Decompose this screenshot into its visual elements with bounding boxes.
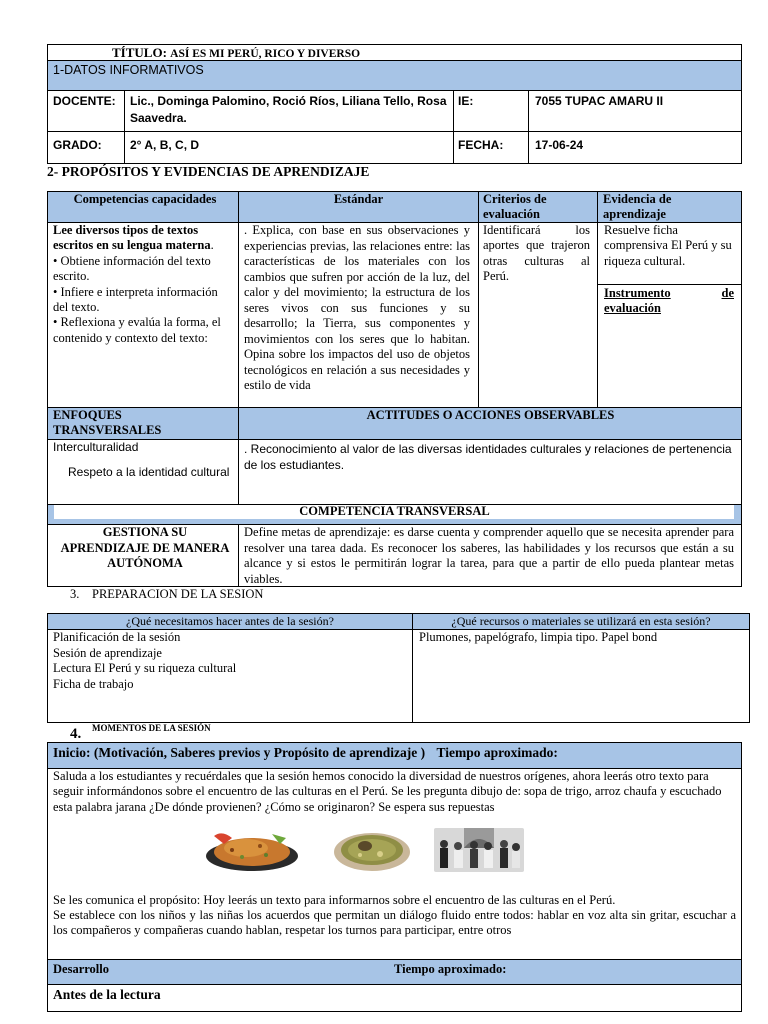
title-text: ASÍ ES MI PERÚ, RICO Y DIVERSO (170, 48, 361, 60)
sopa-de-trigo-image (332, 828, 412, 872)
enfoque-name: Interculturalidad (53, 440, 139, 454)
col-estandar: Estándar (333, 192, 384, 206)
col-criterios: Criterios de evaluación (483, 192, 547, 221)
evidencia-cell: Resuelve ficha comprensiva El Perú y su riqueza cultural. (604, 223, 732, 268)
competencia-name: Lee diversos tipos de textos escritos en su lengua materna (53, 223, 211, 253)
list-item: Sesión de aprendizaje (53, 645, 162, 660)
datos-heading: 1-DATOS INFORMATIVOS (48, 61, 741, 90)
docente-label: DOCENTE: (53, 94, 116, 108)
instrumento-evaluacion: Instrumento de evaluación (604, 286, 734, 316)
inicio-title: Inicio: (Motivación, Saberes previos y Propósito de aprendizaje ) (53, 745, 426, 760)
momentos-heading: MOMENTOS DE LA SESIÓN (92, 723, 211, 733)
acuerdos-text: Se establece con los niños y las niñas los acuerdos que permitan un diálogo fluido entre todos: hablar en voz alta sin gritar, escuchar a los compañeros y compañeras cuando hablan, respetar los turnos para participar, entre otros (53, 908, 736, 938)
list-item: Planificación de la sesión (53, 630, 181, 644)
preparacion-heading: PREPARACION DE LA SESION (92, 587, 264, 601)
jarana-image (434, 828, 524, 872)
arroz-chaufa-image (202, 828, 300, 872)
preparacion-list (53, 630, 236, 692)
preparacion-q2: ¿Qué recursos o materiales se utilizará en esta sesión? (451, 614, 711, 628)
transversal-description: Define metas de aprendizaje: es darse cuenta y comprender aquello que se necesita aprender para resolver una tarea dada. Es reconocer los saberes, las habilidades y los recursos que están a su alcance y si estos le permitirán lograr la tarea, para que a partir de ello pueda plantear metas viables. (244, 525, 734, 586)
inicio-heading (53, 745, 558, 762)
title-label: TÍTULO: (112, 45, 167, 60)
desarrollo-label: Desarrollo (53, 962, 110, 976)
capacidad-1: • Obtiene información del texto escrito. (53, 253, 211, 284)
estandar-cell: . Explica, con base en sus observaciones y experiencias previas, las relaciones entre: las características de los materiales con los cambios que sufren por acción de la luz, del calor y del movimiento; la estructura de los seres vivos con sus funciones y su desarrollo; la Tierra, sus componentes y movimientos con los seres que lo habitan. Opina sobre los impactos del uso de objetos tecnológicos en relación a sus necesidades y estilo de vida (244, 223, 470, 392)
criterio-cell: Identificará los aportes que trajeron otras culturas al Perú. (483, 223, 590, 284)
list-item: Ficha de trabajo (53, 676, 134, 691)
momentos-number: 4. (70, 726, 82, 742)
preparacion-materiales: Plumones, papelógrafo, limpia tipo. Papel bond (419, 630, 658, 644)
enfoque-value: Respeto a la identidad cultural (68, 465, 230, 479)
docente-value: Lic., Dominga Palomino, Roció Ríos, Liliana Tello, Rosa Saavedra. (130, 94, 447, 125)
ie-label: IE: (458, 94, 474, 108)
ie-value: 7055 TUPAC AMARU II (535, 94, 664, 108)
grado-label: GRADO: (53, 138, 102, 152)
fecha-label: FECHA: (458, 138, 504, 152)
preparacion-number: 3. (70, 587, 80, 601)
fecha-value: 17-06-24 (535, 138, 584, 152)
inicio-text: Saluda a los estudiantes y recuérdales que la sesión hemos conocido la diversidad de nuestros orígenes, ahora leerás otro texto para seguir informándonos sobre el encuentro de las culturas en el Perú. Se les pregunta dibujo de: sopa de trigo, arroz chaufa y escuchado esta palabra jarana ¿De dónde provienen? ¿Cómo se originaron? Se espera sus repuestas (53, 769, 722, 814)
col-evidencia: Evidencia de aprendizaje (603, 192, 672, 221)
transversal-heading: COMPETENCIA TRANSVERSAL (299, 504, 490, 518)
grado-value: 2° A, B, C, D (130, 138, 200, 152)
competencia-period: . (210, 238, 214, 253)
list-item: Lectura El Perú y su riqueza cultural (53, 661, 237, 676)
inicio-tiempo: Tiempo aproximado: (436, 745, 558, 760)
enfoques-heading: ENFOQUES TRANSVERSALES (53, 408, 162, 437)
page-title (112, 45, 360, 61)
capacidad-3: • Reflexiona y evalúa la forma, el contenido y contexto del texto: (53, 315, 221, 345)
propositos-heading: 2- PROPÓSITOS Y EVIDENCIAS DE APRENDIZAJE (47, 164, 370, 179)
desarrollo-tiempo: Tiempo aproximado: (394, 962, 507, 976)
actitud-text: . Reconocimiento al valor de las diversas identidades culturales y relaciones de pertenencia de los estudiantes. (244, 442, 732, 472)
col-competencias: Competencias capacidades (73, 192, 217, 206)
transversal-name: GESTIONA SU APRENDIZAJE DE MANERA AUTÓNOMA (60, 525, 230, 570)
actitudes-heading: ACTITUDES O ACCIONES OBSERVABLES (366, 408, 615, 422)
antes-lectura: Antes de la lectura (53, 987, 161, 1002)
competencias-cell (53, 223, 235, 346)
proposito-text: Se les comunica el propósito: Hoy leerás un texto para informarnos sobre el encuentro de las culturas en el Perú. (53, 893, 616, 907)
capacidad-2: • Infiere e interpreta información del texto. (53, 284, 218, 315)
preparacion-q1: ¿Qué necesitamos hacer antes de la sesión? (126, 614, 334, 628)
